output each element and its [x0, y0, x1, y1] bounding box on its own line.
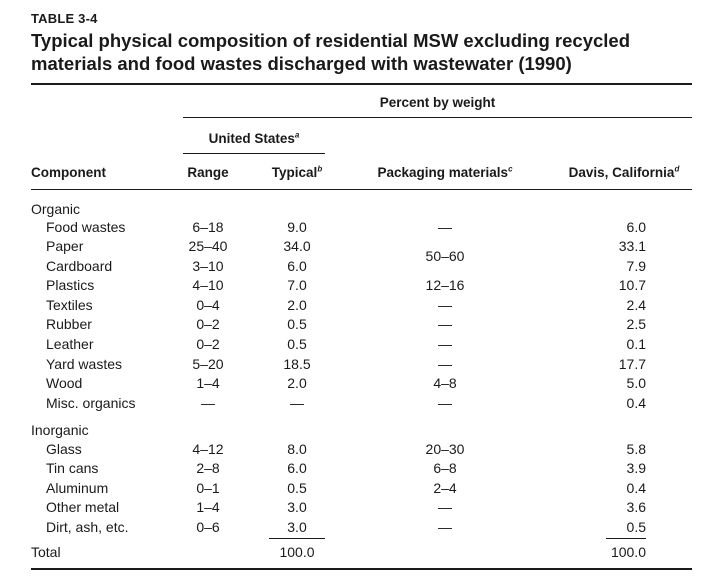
row-range: 0–4 — [196, 297, 220, 313]
row-component: Food wastes — [46, 219, 126, 235]
row-component: Dirt, ash, etc. — [46, 519, 129, 535]
row-range: 0–6 — [196, 519, 220, 535]
header-percent-by-weight: Percent by weight — [379, 95, 496, 110]
row-packaging: — — [438, 395, 452, 411]
typical-sum-rule — [269, 538, 325, 539]
row-range: 5–20 — [192, 356, 224, 372]
header-range: Range — [187, 165, 229, 180]
row-typical: 18.5 — [283, 356, 311, 372]
table-label: TABLE 3-4 — [31, 11, 98, 26]
top-rule — [31, 83, 692, 85]
row-range: — — [201, 395, 215, 411]
packaging-text: Packaging materials — [377, 165, 509, 180]
row-davis: 2.5 — [626, 316, 646, 332]
row-packaging: — — [438, 356, 452, 372]
row-component: Other metal — [46, 499, 120, 515]
row-davis: 33.1 — [618, 238, 646, 254]
row-davis: 0.5 — [626, 519, 646, 535]
row-typical: 0.5 — [287, 316, 307, 332]
row-packaging: 4–8 — [433, 375, 457, 391]
row-davis: 6.0 — [626, 219, 646, 235]
row-packaging: — — [438, 499, 452, 515]
row-component: Wood — [46, 375, 83, 391]
row-davis: 3.9 — [626, 460, 646, 476]
group-inorganic: Inorganic — [31, 422, 89, 438]
row-packaging: — — [438, 519, 452, 535]
total-typical: 100.0 — [279, 544, 315, 560]
typical-text: Typical — [271, 165, 318, 180]
header-rule — [31, 189, 692, 190]
row-davis: 3.6 — [626, 499, 646, 515]
row-range: 0–1 — [196, 480, 220, 496]
united-states-text: United States — [208, 131, 295, 146]
row-range: 25–40 — [188, 238, 228, 254]
row-typical: 2.0 — [287, 297, 307, 313]
paper-cardboard-packaging: 50–60 — [425, 248, 465, 264]
row-component: Aluminum — [46, 480, 109, 496]
row-typical: 2.0 — [287, 375, 307, 391]
row-component: Plastics — [46, 277, 95, 293]
header-component: Component — [31, 165, 106, 180]
row-component: Rubber — [46, 316, 92, 332]
davis-sum-rule — [606, 538, 646, 539]
row-component: Yard wastes — [46, 356, 122, 372]
row-davis: 10.7 — [618, 277, 646, 293]
row-davis: 0.1 — [626, 336, 646, 352]
header-typical — [262, 165, 332, 180]
row-component: Glass — [46, 441, 82, 457]
row-range: 4–12 — [192, 441, 224, 457]
row-range: 2–8 — [196, 460, 220, 476]
table-title: Typical physical composition of residential MSW excluding recycled materials and food wastes discharged with wastewater (1990) — [31, 30, 631, 74]
row-component: Misc. organics — [46, 395, 136, 411]
footnote-c: c — [508, 164, 513, 174]
footnote-a: a — [294, 130, 300, 140]
bottom-rule — [31, 568, 692, 570]
row-packaging: — — [438, 219, 452, 235]
row-typical: 0.5 — [287, 336, 307, 352]
row-packaging: — — [438, 316, 452, 332]
united-states-rule — [183, 153, 325, 154]
row-packaging: 6–8 — [433, 460, 457, 476]
row-davis: 0.4 — [626, 395, 646, 411]
row-packaging: — — [438, 297, 452, 313]
row-davis: 17.7 — [618, 356, 646, 372]
davis-text: Davis, California — [568, 165, 675, 180]
row-range: 0–2 — [196, 336, 220, 352]
row-typical: 6.0 — [287, 258, 307, 274]
footnote-d: d — [674, 164, 680, 174]
row-typical: 6.0 — [287, 460, 307, 476]
row-range: 1–4 — [196, 375, 220, 391]
row-typical: — — [290, 395, 304, 411]
header-united-states — [183, 131, 325, 146]
group-organic: Organic — [31, 201, 81, 217]
row-davis: 0.4 — [626, 480, 646, 496]
row-typical: 0.5 — [287, 480, 307, 496]
row-davis: 5.8 — [626, 441, 646, 457]
row-packaging: 12–16 — [425, 277, 465, 293]
row-component: Tin cans — [46, 460, 99, 476]
row-range: 0–2 — [196, 316, 220, 332]
row-typical: 34.0 — [283, 238, 311, 254]
row-range: 1–4 — [196, 499, 220, 515]
percent-rule — [183, 117, 692, 118]
header-davis — [556, 165, 692, 180]
row-davis: 2.4 — [626, 297, 646, 313]
row-davis: 5.0 — [626, 375, 646, 391]
row-range: 6–18 — [192, 219, 224, 235]
row-component: Paper — [46, 238, 84, 254]
footnote-b: b — [317, 164, 323, 174]
row-davis: 7.9 — [626, 258, 646, 274]
row-typical: 7.0 — [287, 277, 307, 293]
row-typical: 9.0 — [287, 219, 307, 235]
row-typical: 3.0 — [287, 499, 307, 515]
row-packaging: — — [438, 336, 452, 352]
total-davis: 100.0 — [610, 544, 646, 560]
row-component: Cardboard — [46, 258, 113, 274]
row-component: Textiles — [46, 297, 93, 313]
row-typical: 8.0 — [287, 441, 307, 457]
row-range: 3–10 — [192, 258, 224, 274]
row-packaging: 20–30 — [425, 441, 465, 457]
row-range: 4–10 — [192, 277, 224, 293]
header-packaging — [368, 165, 522, 180]
row-packaging: 2–4 — [433, 480, 457, 496]
total-label: Total — [31, 544, 61, 560]
row-typical: 3.0 — [287, 519, 307, 535]
row-component: Leather — [46, 336, 94, 352]
